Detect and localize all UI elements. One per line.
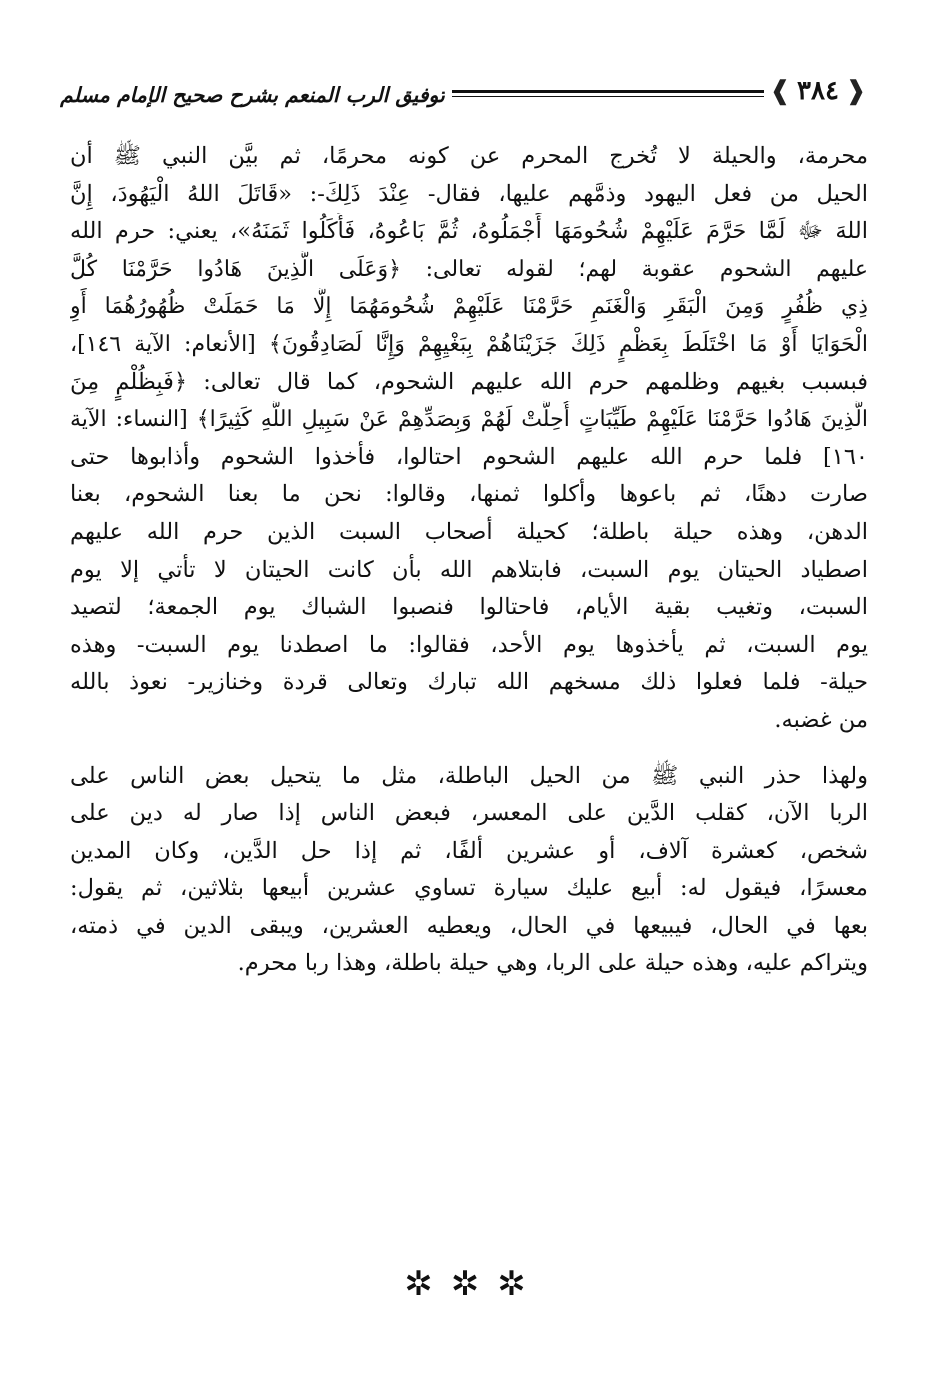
text-line: فبسبب بغيهم وظلمهم حرم الله عليهم الشحوم، كما قال تعالى: ﴿فَبِظُلْمٍ مِنَ (70, 368, 868, 395)
text-line: شخص، كعشرة آلاف، أو عشرين ألفًا، ثم إذا حل الدَّين، وكان المدين (70, 837, 868, 864)
text-line: الربا الآن، كقلب الدَّين على المعسر، فبعض الناس إذا صار له دين على (70, 800, 868, 827)
text-line: بعها في الحال، فيبيعها في الحال، ويعطيه العشرين، ويبقى الدين في ذمته، (70, 912, 868, 939)
text-line: محرمة، والحيلة لا تُخرج المحرم عن كونه محرمًا، ثم بيَّن النبي ﷺ أن (70, 143, 868, 169)
page-header (0, 55, 948, 135)
text-line: ١٦٠] فلما حرم الله عليهم الشحوم احتالوا، فأخذوا الشحوم وأذابوها حتى (70, 443, 868, 470)
ornament-left-icon: ❰ (769, 76, 792, 106)
text-line: ويتراكم عليه، وهذه حيلة على الربا، وهي حيلة باطلة، وهذا ربا محرم. (237, 950, 868, 977)
text-line: من غضبه. (774, 706, 868, 733)
page-number-ornament (768, 69, 868, 113)
text-line: عليهم الشحوم عقوبة لهم؛ لقوله تعالى: ﴿وَعَلَى الَّذِينَ هَادُوا حَرَّمْنَا كُلَّ (70, 256, 868, 282)
text-line: يوم السبت، ثم يأخذوها يوم الأحد، فقالوا: ما اصطدنا يوم السبت- وهذه (70, 631, 868, 658)
paragraph-2 (70, 758, 868, 984)
text-line: ولهذا حذر النبي ﷺ من الحيل الباطلة، مثل ما يتحيل بعض الناس على (70, 762, 868, 789)
text-line: معسرًا، فيقول له: أبيع عليك سيارة تساوي عشرين أبيعها بثلاثين، ثم يقول: (70, 875, 868, 902)
text-line: الَّذِينَ هَادُوا حَرَّمْنَا عَلَيْهِمْ طَيِّبَاتٍ أُحِلَّتْ لَهُمْ وَبِصَدِّهِمْ عَنْ سَبِيلِ اللَّهِ كَثِيرًا﴾ [النساء: الآية (70, 407, 868, 433)
paragraph-gap (70, 740, 868, 758)
page-number: ٣٨٤ (797, 76, 839, 106)
text-line: اللهَ ﷻ لَمَّا حَرَّمَ عَلَيْهِمْ شُحُومَهَا أَجْمَلُوهُ، ثُمَّ بَاعُوهُ، فَأَكَلُوا ثَمَنَهُ»، يعني: حرم الله (70, 218, 868, 245)
page-body (70, 138, 868, 983)
text-line: اصطياد الحيتان يوم السبت، فابتلاهم الله بأن كانت الحيتان لا تأتي إلا يوم (70, 556, 868, 583)
ornament-right-icon: ❱ (844, 76, 867, 106)
text-line: السبت، وتغيب بقية الأيام، فاحتالوا فنصبوا الشباك يوم الجمعة؛ لتصيد (70, 594, 868, 621)
text-line: ذِي ظُفُرٍ وَمِنَ الْبَقَرِ وَالْغَنَمِ حَرَّمْنَا عَلَيْهِمْ شُحُومَهُمَا إِلَّا مَا حَمَلَتْ ظُهُورُهُمَا أَوِ (70, 294, 868, 320)
paragraph-1 (70, 138, 868, 740)
header-rule (452, 90, 764, 93)
section-end-ornament-icon: ✲✲✲ (404, 1264, 544, 1304)
text-line: الحيل من فعل اليهود وذمَّهم عليها، فقال- عِنْدَ ذَلِكَ-: «قَاتَلَ اللهُ الْيَهُودَ، إِنَّ (70, 180, 868, 207)
text-line: الدهن، وهذه حيلة باطلة؛ كحيلة أصحاب السبت الذين حرم الله عليهم (70, 518, 868, 545)
text-line: الْحَوَايَا أَوْ مَا اخْتَلَطَ بِعَظْمٍ ذَلِكَ جَزَيْنَاهُمْ بِبَغْيِهِمْ وَإِنَّا لَصَادِقُونَ﴾ [الأنعام: الآية ١٤٦]، (70, 331, 868, 357)
book-title: توفيق الرب المنعم بشرح صحيح الإمام مسلم (60, 83, 445, 107)
text-line: حيلة- فلما فعلوا ذلك مسخهم الله تبارك وتعالى قردة وخنازير- نعوذ بالله (70, 669, 868, 696)
text-line: صارت دهنًا، ثم باعوها وأكلوا ثمنها، وقالوا: نحن ما بعنا الشحوم، بعنا (70, 481, 868, 508)
